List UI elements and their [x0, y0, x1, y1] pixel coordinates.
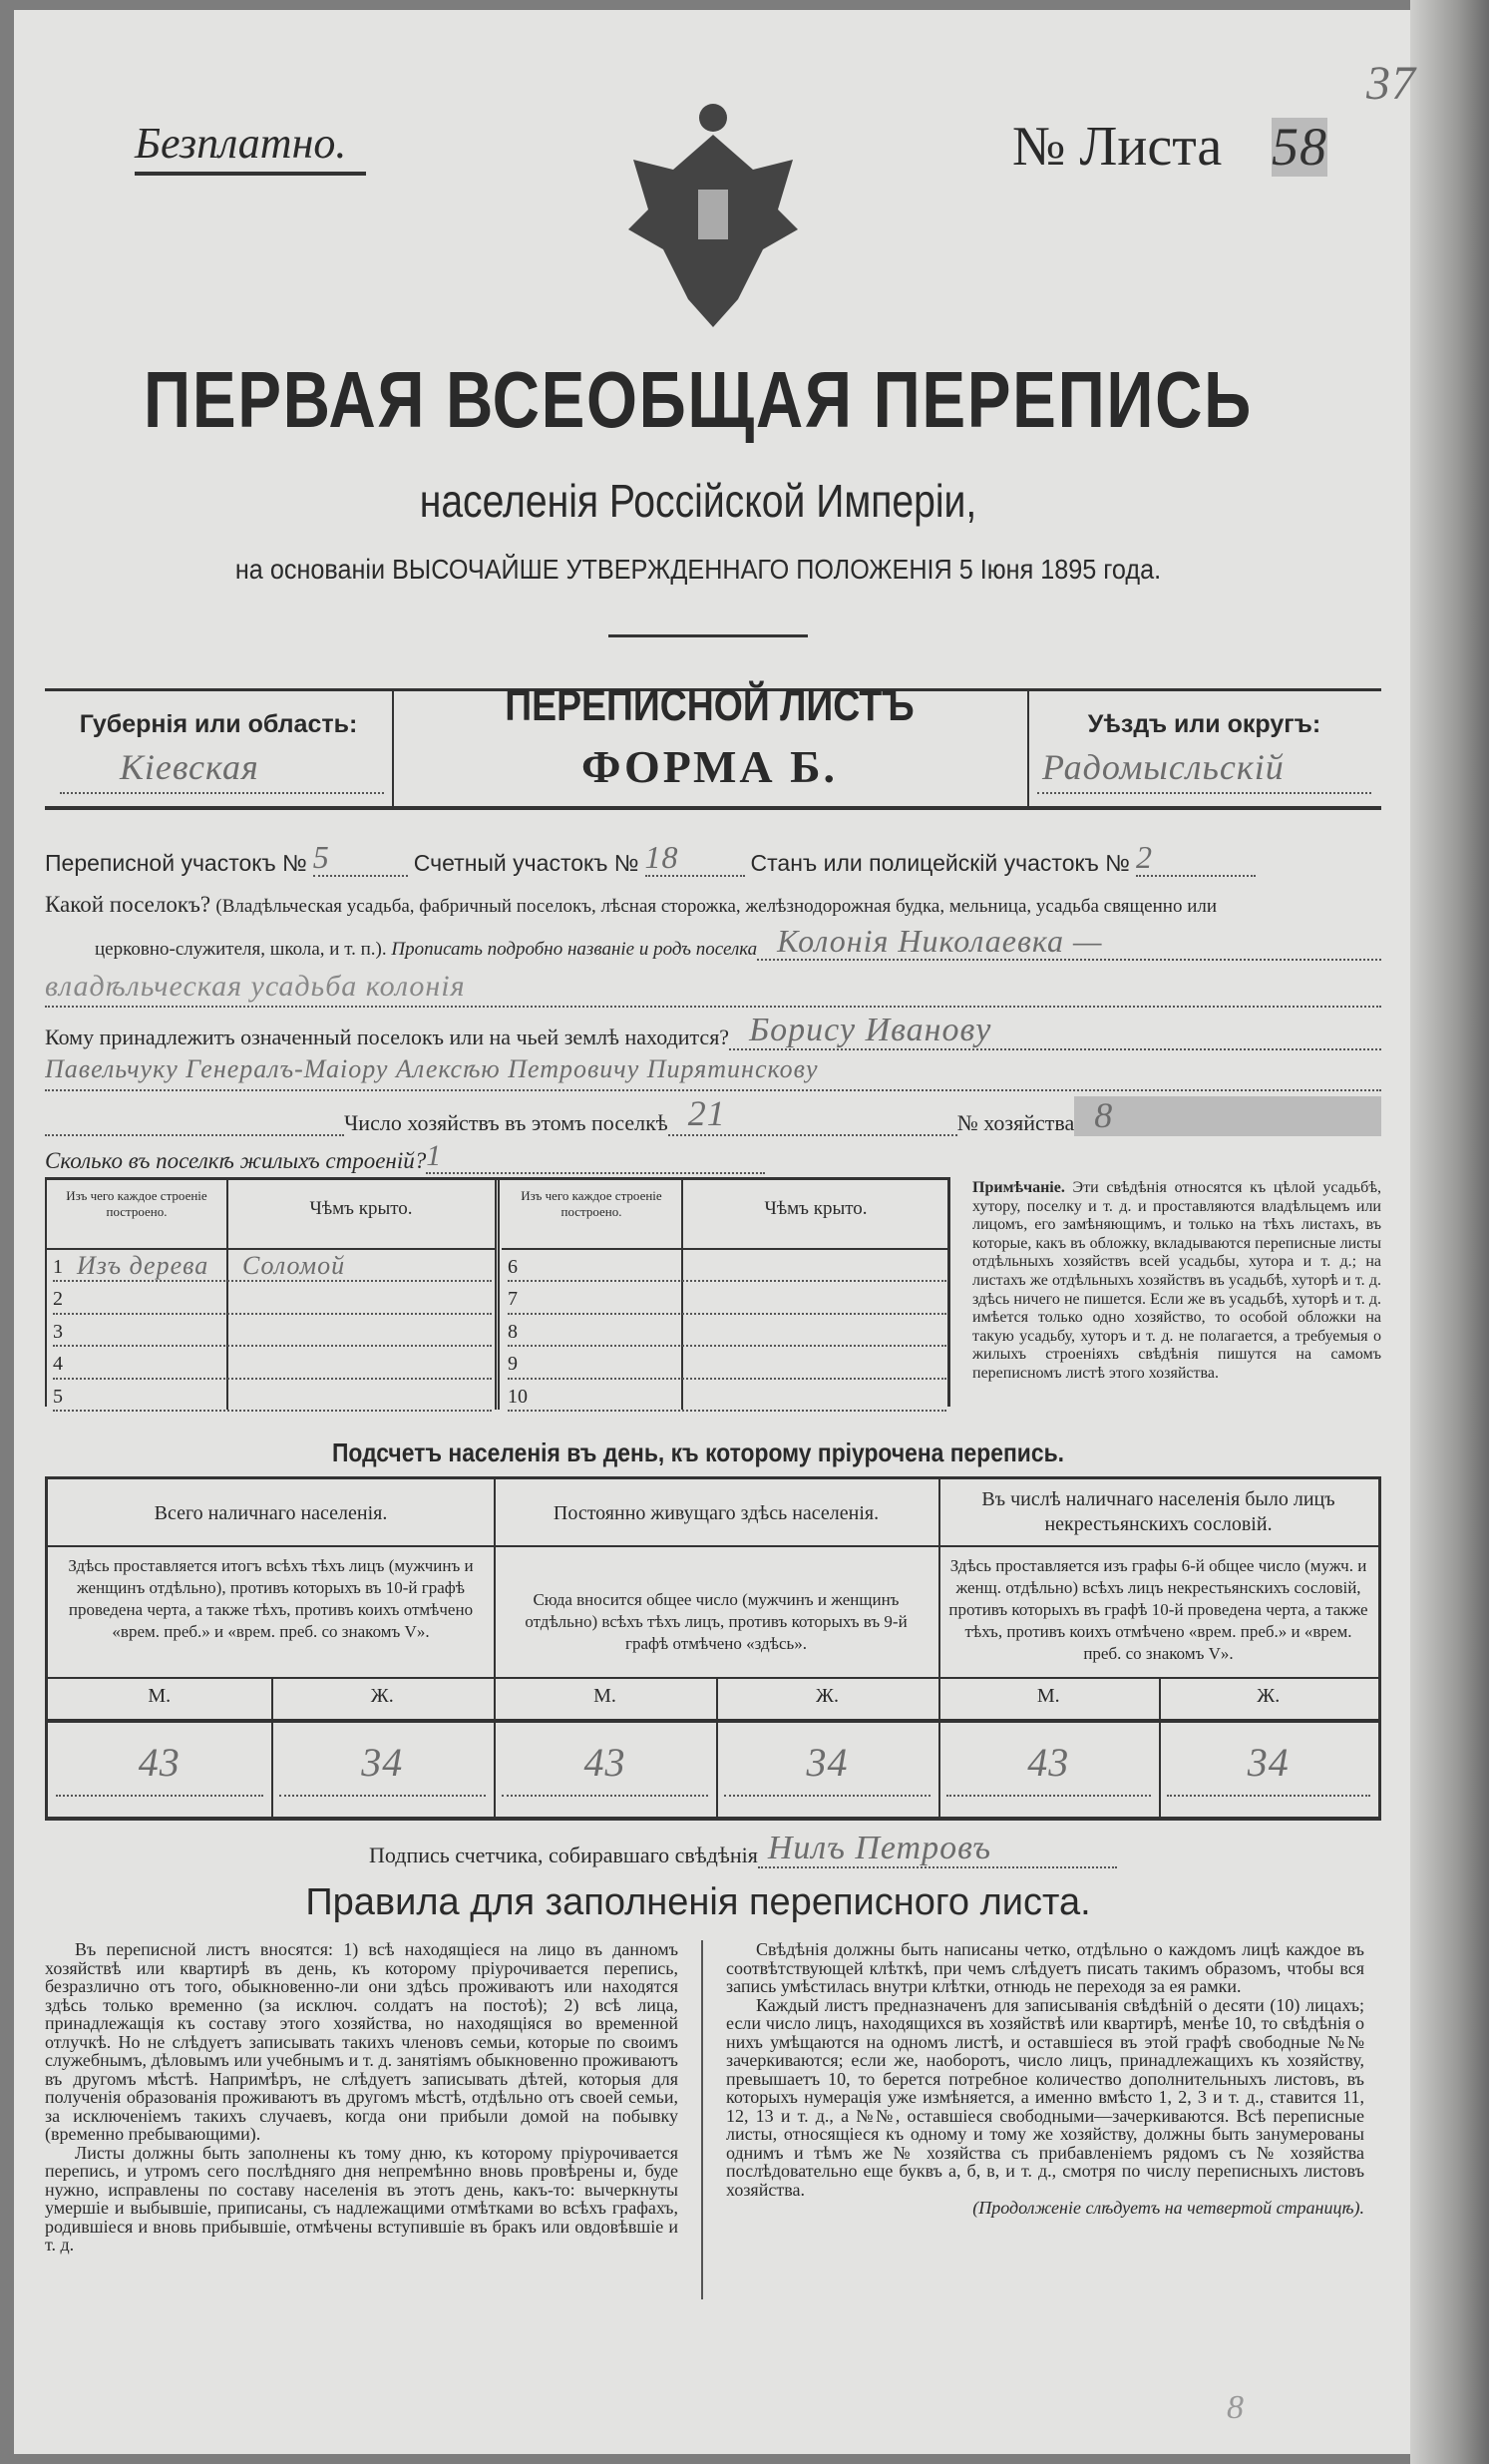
male-header: М.: [148, 1685, 172, 1707]
population-title: Подсчетъ населенія въ день, къ которому пріурочена перепись.: [331, 1437, 1065, 1467]
main-title: ПЕРВАЯ ВСЕОБЩАЯ ПЕРЕПИСЬ: [144, 355, 1253, 444]
settlement-hint: (Владѣльческая усадьба, фабричный поселокъ, лѣсная сторожка, желѣзнодорожная будка, мельница, усадьба священно или: [215, 896, 1218, 917]
col-material-header: Изъ чего каждое строеніе построено.: [66, 1188, 207, 1219]
rules-continued: (Продолженіе слѣдуетъ на четвертой страницѣ).: [972, 2198, 1364, 2218]
signature-label: Подпись счетчика, собиравшаго свѣдѣнія: [369, 1843, 758, 1868]
signature-field[interactable]: Нилъ Петровъ: [758, 1830, 1117, 1868]
owner-field[interactable]: Борису Иванову: [729, 1012, 1381, 1050]
material-cell[interactable]: Изъ дерева: [77, 1251, 209, 1280]
roof-cell[interactable]: Соломой: [242, 1251, 346, 1280]
settlement-field-2[interactable]: владѣльческая усадьба колонія: [45, 970, 1381, 1008]
row-number: 8: [508, 1320, 518, 1343]
district-label: Уѣздъ или округъ:: [1087, 710, 1321, 738]
rules-title: Правила для заполненія переписного листа.: [305, 1881, 1091, 1923]
household-no-field[interactable]: 8: [1074, 1096, 1381, 1136]
row-number: 6: [508, 1256, 518, 1278]
owner-field-2[interactable]: Павельчуку Генералъ-Маіору Алексѣю Петровичу Пирятинскову: [45, 1055, 1381, 1091]
rules-paragraph: Свѣдѣнія должны быть написаны четко, отдѣльно о каждомъ лицѣ каждое въ соотвѣтствующей клѣткѣ, при чемъ слѣдуетъ писать такимъ образомъ, чтобы вся запись умѣстилась внутри клѣтки, отнюдь не переходя за ея рамки.: [726, 1939, 1364, 1996]
census-area-field[interactable]: 5: [313, 840, 408, 877]
page-mark: 8: [1227, 2389, 1245, 2426]
owner-row: [45, 1012, 1381, 1050]
sheet-number-label: № Листа: [1012, 116, 1223, 178]
building-row: [53, 1349, 492, 1379]
female-header: Ж.: [1257, 1685, 1281, 1707]
province-field[interactable]: Кіевская: [60, 748, 384, 794]
free-label: Безплатно.: [135, 119, 347, 168]
building-row: [53, 1382, 492, 1412]
rule: [45, 806, 1381, 810]
buildings-label: Сколько въ поселкѣ жилыхъ строеній?: [45, 1148, 427, 1173]
building-row: [508, 1349, 946, 1379]
row-number: 3: [53, 1320, 63, 1343]
police-area-label: Станъ или полицейскій участокъ №: [750, 850, 1130, 877]
building-row: [508, 1317, 946, 1347]
building-row: [53, 1317, 492, 1347]
male-header: М.: [1036, 1685, 1060, 1707]
row-number: 1: [53, 1256, 63, 1278]
female-header: Ж.: [370, 1685, 394, 1707]
district-field[interactable]: Радомысльскій: [1037, 748, 1371, 794]
police-area-field[interactable]: 2: [1136, 840, 1256, 877]
col-roof-header: Чѣмъ крыто.: [764, 1198, 868, 1219]
row-number: 9: [508, 1353, 518, 1376]
buildings-row: [45, 1139, 765, 1174]
col-roof-header: Чѣмъ крыто.: [309, 1198, 413, 1219]
population-column-desc: Здѣсь проставляется изъ графы 6-й общее число (мужч. и женщ. отдѣльно) всѣхъ лицъ некрестьянскихъ сословій, противъ которыхъ въ графѣ 10-й проведена черта, а также тѣхъ, противъ коихъ отмѣчено «врем. преб.» и «врем. преб. со знакомъ V».: [948, 1556, 1368, 1663]
female-header: Ж.: [816, 1685, 839, 1707]
rules-paragraph: Каждый листъ предназначенъ для записыванія свѣдѣній о десяти (10) лицахъ; если число лицъ, находящихся въ хозяйствѣ или квартирѣ, менѣе 10, то свѣдѣнія о нихъ умѣщаются на одномъ листѣ, и оставшіеся въ этой графѣ свободные №№ зачеркиваются; если же, наоборотъ, число лицъ, принадлежащихъ къ хозяйству, превышаетъ 10, то берется потребное количество дополнительныхъ листовъ, въ которыхъ нумерація уже измѣняется, а именно вмѣсто 1, 2, 3 и т. д., ставится 11, 12, 13 и т. д., а №№, оставшіеся свободными—зачеркиваются. Всѣ переписные листы, относящіеся къ одному и тому же хозяйству, должны быть занумерованы однимъ и тѣмъ же № хозяйства съ прибавленіемъ рядомъ съ № хозяйства послѣдовательно еще буквъ а, б, в, и т. д., смотря по числу переписныхъ листовъ хозяйства.: [726, 1994, 1364, 2200]
building-row: [53, 1252, 492, 1282]
divider: [608, 634, 808, 637]
households-row: [45, 1094, 1381, 1136]
household-no-label: № хозяйства: [956, 1109, 1075, 1135]
rules-paragraph: Въ переписной листъ вносятся: 1) всѣ находящіеся на лицо въ данномъ хозяйствѣ или квартирѣ въ день, къ которому пріурочивается перепись, безразлично отъ того, обыкновенно-ли они здѣсь проживаютъ или находятся здѣсь только временно (за исключ. солдатъ на постоѣ); 2) всѣ лица, принадлежащія къ составу этого хозяйства, но находящіяся во временной отлучкѣ. Но не слѣдуетъ записывать такихъ членовъ семьи, которые по своимъ служебнымъ, дѣловымъ или учебнымъ и т. д. занятіямъ обыкновенно проживаютъ въ другомъ мѣстѣ. Напримѣръ, не слѣдуетъ записывать дѣтей, которыя для полученія образованія проживаютъ въ другомъ мѣстѣ, отдѣльно отъ своей семьи, за исключеніемъ такихъ случаевъ, когда они прибыли домой на побывку (временно пребывающими).: [45, 1939, 678, 2144]
buildings-table: [45, 1177, 950, 1407]
census-area-label: Переписной участокъ №: [45, 850, 307, 877]
settlement-field[interactable]: Колонія Николаевка —: [757, 924, 1381, 961]
legal-basis: на основаніи ВЫСОЧАЙШЕ УТВЕРЖДЕННАГО ПОЛОЖЕНІЯ 5 Іюня 1895 года.: [234, 554, 1162, 585]
population-column-header: Постоянно живущаго здѣсь населенія.: [553, 1502, 880, 1524]
building-row: [508, 1284, 946, 1314]
rules-right: [726, 1940, 1364, 2218]
row-number: 2: [53, 1288, 63, 1311]
male-count-field[interactable]: 43: [502, 1741, 708, 1797]
count-area-field[interactable]: 18: [645, 840, 745, 877]
signature-row: [369, 1830, 1117, 1868]
population-column-header: Всего наличнаго населенія.: [154, 1502, 388, 1524]
building-row: [53, 1284, 492, 1314]
col-material-header: Изъ чего каждое строеніе построено.: [521, 1188, 662, 1219]
row-number: 7: [508, 1288, 518, 1311]
population-column-header: Въ числѣ наличнаго населенія было лицъ некрестьянскихъ сословій.: [981, 1488, 1335, 1535]
sheet-title: ПЕРЕПИСНОЙ ЛИСТЪ: [505, 681, 915, 730]
households-label: Число хозяйствъ въ этомъ поселкѣ: [344, 1109, 668, 1135]
form-name: ФОРМА Б.: [580, 741, 839, 792]
row-number: 4: [53, 1353, 63, 1376]
population-column-desc: Сюда вносится общее число (мужчинъ и женщинъ отдѣльно) всѣхъ тѣхъ лицъ, противъ которыхъ въ 9-й графѣ отмѣчено «здѣсь».: [525, 1590, 908, 1653]
households-field[interactable]: 21: [668, 1094, 957, 1136]
settlement-row: [45, 891, 1381, 921]
settlement-label: Какой поселокъ?: [45, 892, 211, 917]
buildings-field[interactable]: 1: [426, 1139, 765, 1174]
male-header: М.: [593, 1685, 616, 1707]
female-count-field[interactable]: 34: [1167, 1741, 1371, 1797]
settlement-hint-italic: Прописать подробно названіе и родъ поселка: [391, 939, 758, 961]
note-text: Эти свѣдѣнія относятся къ цѣлой усадьбѣ, хутору, поселку и т. д. и проставляются владѣльцемъ или лицомъ, его замѣняющимъ, и только на тѣхъ листахъ, въ которые, какъ въ обложку, вкладываются переписные листы отдѣльныхъ хозяйствъ всей усадьбы, хутора и т. д.; на листахъ же отдѣльныхъ хозяйствъ въ усадьбѣ, хуторѣ и т. д. здѣсь ничего не пишется. Если же въ усадьбѣ, хуторѣ и т. д. имѣется только одно хозяйство, то особой обложки на такую усадьбу, хуторъ и т. д. не полагается, а требуемыя о жилыхъ строеніяхъ свѣдѣнія пишутся на самомъ переписномъ листѣ этого хозяйства.: [972, 1179, 1381, 1382]
note: [972, 1179, 1381, 1384]
settlement-hint-2: церковно-служителя, школа, и т. п.).: [95, 939, 387, 961]
free-underline: [135, 172, 366, 176]
building-row: [508, 1382, 946, 1412]
province-label: Губернія или область:: [79, 710, 358, 738]
double-headed-eagle-emblem: [613, 100, 813, 329]
corner-number: 37: [1366, 57, 1416, 110]
note-title: Примѣчаніе.: [972, 1179, 1065, 1196]
population-column-desc: Здѣсь проставляется итогъ всѣхъ тѣхъ лицъ (мужчинъ и женщинъ отдѣльно), противъ которыхъ въ 10-й графѣ проведена черта, а также тѣхъ, противъ коихъ отмѣчено «врем. преб.» и «врем. преб. со знакомъ V».: [68, 1556, 474, 1641]
building-row: [508, 1252, 946, 1282]
area-row: [45, 840, 1256, 877]
row-number: 10: [508, 1385, 528, 1408]
settlement-row-2: [95, 924, 1381, 961]
subtitle: населенія Россійской Имперіи,: [419, 475, 977, 527]
count-area-label: Счетный участокъ №: [413, 850, 639, 877]
rules-paragraph: Листы должны быть заполнены къ тому дню, къ которому пріурочивается перепись, и утромъ сего послѣдняго дня непремѣнно вновь провѣрены и, буде нужно, исправлены по составу населенія въ этотъ день, какъ-то: вычеркнуты умершіе и выбывшіе, приписаны, съ надлежащими отмѣтками во всѣхъ графахъ, родившіеся и вновь прибывшіе, отмѣчены вступившіе въ бракъ или овдовѣвшіе и т. д.: [45, 2142, 678, 2255]
population-table: [45, 1476, 1381, 1821]
rules-left: [45, 1940, 678, 2255]
female-count-field[interactable]: 34: [279, 1741, 487, 1797]
male-count-field[interactable]: 43: [946, 1741, 1151, 1797]
scan-edge: [1410, 0, 1489, 2464]
female-count-field[interactable]: 34: [724, 1741, 931, 1797]
male-count-field[interactable]: 43: [56, 1741, 263, 1797]
sheet-number-value: 58: [1272, 117, 1327, 177]
owner-label: Кому принадлежитъ означенный поселокъ или на чьей землѣ находится?: [45, 1025, 730, 1050]
row-number: 5: [53, 1385, 63, 1408]
